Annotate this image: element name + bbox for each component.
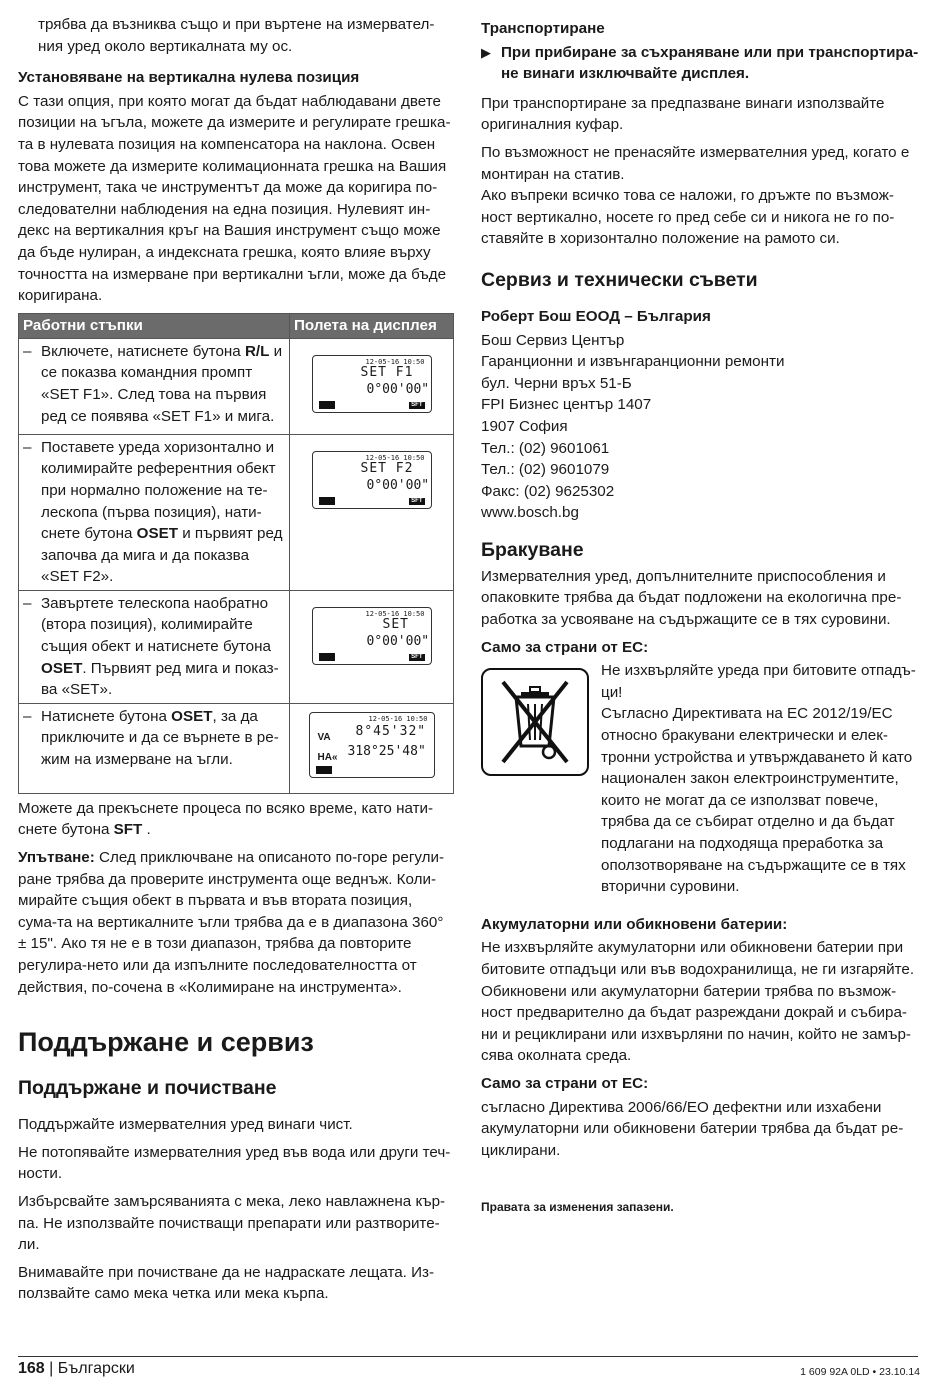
lcd-display: 12-05-16 10:50 SET F1 0°00'00" SFT <box>312 355 432 413</box>
table-row <box>19 703 454 793</box>
display-cell <box>290 434 454 590</box>
intro-text: трябва да възниква също и при въртене на измервател- ния уред около вертикалната му ос. <box>38 16 435 55</box>
lcd-display: 12-05-16 10:50 VA 8°45'32" HA« 318°25'48" <box>309 712 435 778</box>
weee-text: Съгласно Директивата на ЕС 2012/19/ЕС относно бракувани електрически и елек-тронни устройства и утвърждаването й като национален закон електроинструментите, които не могат да се използват повече, трябва да се събират отделно и да бъдат подлагани на подходяща преработка за оползотворяване на съдържащите се в тях вторични суровини. <box>601 705 913 896</box>
table-row <box>19 338 454 434</box>
step-cell: – Завъртете телескопа наобратно (втора позиция), колимирайте същия обект и натиснете бутона OSET. Първият ред мига и показ-ва «SET». <box>19 590 290 703</box>
battery-icon <box>319 401 335 409</box>
transport-bullet: ▶ При прибиране за съхраняване или при транспортира-не винаги изключвайте дисплея. <box>481 42 921 85</box>
col-header-display: Полета на дисплея <box>290 313 454 338</box>
col-header-steps: Работни стъпки <box>19 313 290 338</box>
lcd-display: 12-05-16 10:50 SET 0°00'00" SFT <box>312 607 432 665</box>
eu-only-label: Само за страни от ЕС: <box>481 638 649 656</box>
vertical-zero-heading: Установяване на вертикална нулева позиция <box>18 69 360 87</box>
steps-table <box>18 313 454 794</box>
footer-page: 168 | Български <box>18 1360 135 1377</box>
battery-icon <box>319 497 335 505</box>
vertical-zero-text: С тази опция, при която могат да бъдат наблюдавани двете позиции на ъгъла, можете да измерите и регулирате грешка-та в нулевата позиция на компенсатора на наклона. Освен това можете да измерите колимационната грешка на Вашия инструмент, така че инструментът да може да коригира по-следователни наблюдения на една позиция. Нулевият ин-декс на вертикалния кръг на Вашия инструмент също може да бъде нулиран, а индексната грешка, която влияе върху точността на измерване при вертикални ъгли, може да бъде коригирана. <box>18 92 451 305</box>
maintenance-heading: Поддържане и сервиз <box>18 1027 314 1058</box>
company-name: Роберт Бош ЕООД – България <box>481 307 711 325</box>
battery-text: Не изхвърляйте акумулаторни или обикновени батерии при битовите отпадъци или във водохранилища, не ги изгаряйте. Обикновени или акумулаторни батерии трябва по възмож-ност предварително да бъдат разреждани докрай и събира-ни и рециклирани или изхвърляни по начин, който не замър-сява околната среда. <box>481 939 915 1065</box>
transport-paragraph: Ако въпреки всичко това се наложи, го дръжте по възмож-ност вертикално, носете го пред себе си и никога не го по-ставяйте в хоризонтално положение на рамото си. <box>481 187 895 248</box>
footer-language: Български <box>57 1360 135 1377</box>
lcd-display: 12-05-16 10:50 SET F2 0°00'00" SFT <box>312 451 432 509</box>
footer-divider <box>18 1356 918 1357</box>
service-heading: Сервиз и технически съвети <box>481 268 758 291</box>
disposal-text: Измервателния уред, допълнителните приспособления и опаковките трябва да бъдат подложени на екологична пре-работка за усвояване на съдържащите се в тях суровини. <box>481 567 902 629</box>
table-row <box>19 590 454 703</box>
transport-paragraph: По възможност не пренасяйте измервателния уред, когато е монтиран на статив. <box>481 143 910 183</box>
step-cell: – Включете, натиснете бутона R/L и се показва командния промпт «SET F1». След това на първия ред се появява «SET F1» и мига. <box>19 338 290 434</box>
eu-only-label: Само за страни от ЕС: <box>481 1074 649 1092</box>
address-block: Бош Сервиз Център Гаранционни и извънгаранционни ремонти бул. Черни връх 51-Б FPI Бизнес център 1407 1907 София Тел.: (02) 9601061 Тел.: (02) 9601079 Факс: (02) 9625302 www.bosch.bg <box>481 330 921 524</box>
website-link[interactable]: www.bosch.bg <box>481 504 579 522</box>
disposal-heading: Бракуване <box>481 538 584 561</box>
battery-icon <box>319 653 335 661</box>
crossed-bin-icon <box>481 668 589 776</box>
weee-block <box>481 660 921 904</box>
page-number: 168 <box>18 1360 45 1377</box>
cleaning-heading: Поддържане и почистване <box>18 1077 277 1100</box>
clean-paragraph: Избърсвайте замърсяванията с мека, леко навлажнена кър-па. Не използвайте почистващи препарати или разтворите-ли. <box>18 1192 446 1254</box>
clean-paragraph: Поддържайте измервателния уред винаги чист. <box>18 1116 353 1134</box>
step-cell: – Натиснете бутона OSET, за да приключите и да се върнете в ре-жим на измерване на ъгли. <box>19 703 290 793</box>
hint-text: Упътване: След приключване на описаното по-горе регули-ране трябва да проверите инструмента още веднъж. Коли-мирайте същия обект в първата и във втората позиция, сума-та на вертикалните ъгли трябва да е в диапазона 360° ± 15". Ако тя не е в този диапазон, трябва да повторите регулира-нето или да изпълните последователността от действия, по-сочена в «Колимиране на инструмента». <box>18 849 445 996</box>
step-cell: – Поставете уреда хоризонтално и колимирайте референтния обект при нормално положение на те-лескопа (първа позиция), нати-снете бутона OSET и първият ред започва да мига и да показва «SET F2». <box>19 434 290 590</box>
triangle-bullet-icon: ▶ <box>481 44 491 60</box>
battery-heading: Акумулаторни или обикновени батерии: <box>481 915 788 933</box>
display-cell <box>290 338 454 434</box>
transport-paragraph: При транспортиране за предпазване винаги използвайте оригиналния куфар. <box>481 94 885 134</box>
rights-reserved: Правата за изменения запазени. <box>481 1200 674 1215</box>
table-row <box>19 434 454 590</box>
clean-paragraph: Внимавайте при почистване да не надраскате лещата. Из-ползвайте само мека четка или мека кърпа. <box>18 1263 435 1303</box>
battery-eu-text: съгласно Директива 2006/66/ЕО дефектни или изхабени акумулаторни или обикновени батерии трябва да бъдат ре-циклирани. <box>481 1098 904 1159</box>
right-column <box>481 14 921 1225</box>
interrupt-text: Можете да прекъснете процеса по всяко време, като нати-снете бутона SFT . <box>18 799 434 839</box>
clean-paragraph: Не потопявайте измервателния уред във вода или други теч-ности. <box>18 1143 451 1183</box>
transport-heading: Транспортиране <box>481 20 605 37</box>
left-column <box>18 14 454 1311</box>
display-cell <box>290 590 454 703</box>
weee-text: Не изхвърляйте уреда при битовите отпадъ-ци! <box>601 662 916 701</box>
footer-doc-code: 1 609 92A 0LD • 23.10.14 <box>800 1366 920 1378</box>
battery-icon <box>316 766 332 774</box>
display-cell <box>290 703 454 793</box>
